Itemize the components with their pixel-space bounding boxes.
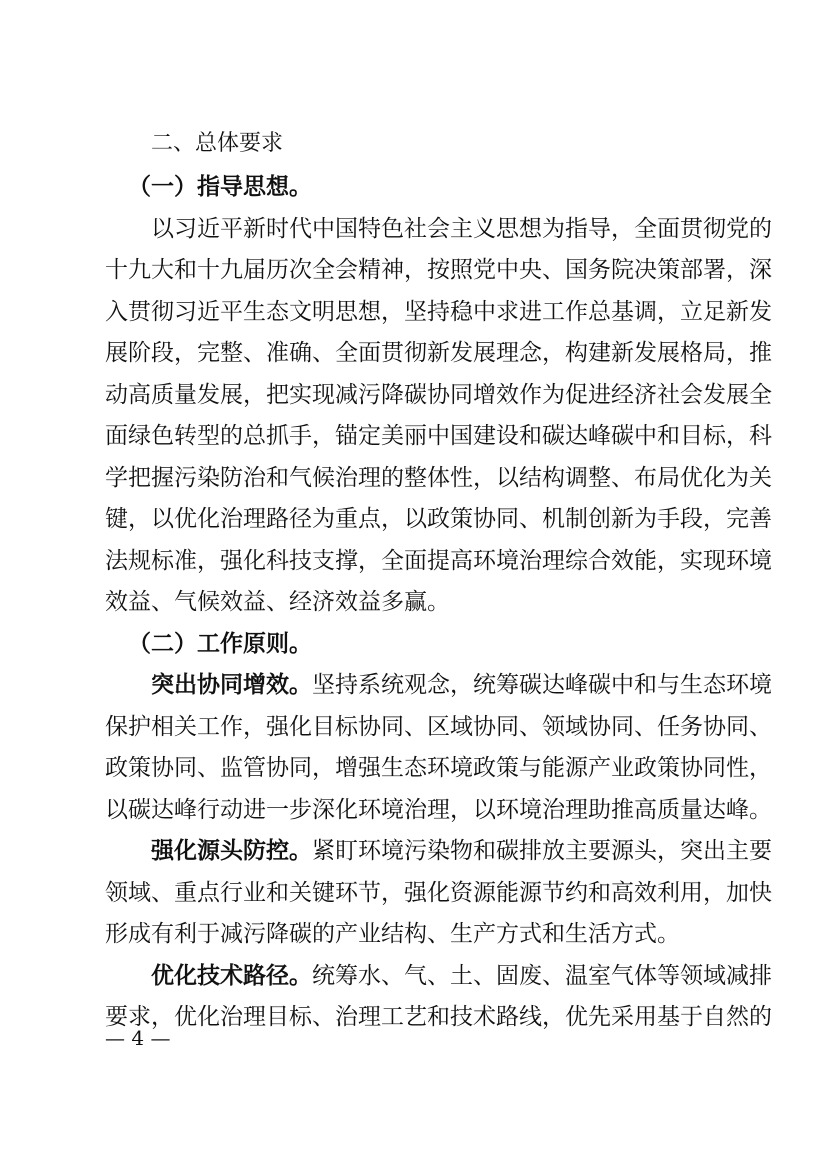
principle-1-line-2: 保护相关工作，强化目标协同、区域协同、领域协同、任务协同、 — [105, 714, 772, 740]
principle-2-first-text: 紧盯环境污染物和碳排放主要源头，突出主要 — [312, 838, 772, 864]
guiding-line-4: 展阶段，完整、准确、全面贯彻新发展理念，构建新发展格局，推 — [105, 340, 772, 366]
guiding-line-8: 键，以优化治理路径为重点，以政策协同、机制创新为手段，完善 — [105, 506, 772, 532]
guiding-line-7: 学把握污染防治和气候治理的整体性，以结构调整、布局优化为关 — [105, 465, 772, 491]
page-number: — 4 — — [105, 1026, 171, 1050]
principle-1-title: 突出协同增效。 — [151, 671, 312, 698]
guiding-line-2: 十九大和十九届历次全会精神，按照党中央、国务院决策部署，深 — [105, 257, 772, 283]
guiding-line-9: 法规标准，强化科技支撑，全面提高环境治理综合效能，实现环境 — [105, 548, 772, 574]
principle-1-line-4: 以碳达峰行动进一步深化环境治理，以环境治理助推高质量达峰。 — [105, 797, 772, 823]
principle-1-first-text: 坚持系统观念，统筹碳达峰碳中和与生态环境 — [312, 672, 772, 698]
guiding-line-5: 动高质量发展，把实现减污降碳协同增效作为促进经济社会发展全 — [105, 382, 772, 408]
guiding-line-1: 以习近平新时代中国特色社会主义思想为指导，全面贯彻党的 — [151, 216, 772, 242]
guiding-line-3: 入贯彻习近平生态文明思想，坚持稳中求进工作总基调，立足新发 — [105, 299, 772, 325]
principle-1-first-line — [151, 670, 772, 700]
guiding-line-6: 面绿色转型的总抓手，锚定美丽中国建设和碳达峰碳中和目标，科 — [105, 423, 772, 449]
principle-3-title: 优化技术路径。 — [151, 962, 312, 989]
principle-2-line-3: 形成有利于减污降碳的产业结构、生产方式和生活方式。 — [105, 921, 680, 947]
principle-3-line-2: 要求，优化治理目标、治理工艺和技术路线，优先采用基于自然的 — [105, 1004, 772, 1030]
guiding-line-10: 效益、气候效益、经济效益多赢。 — [105, 589, 450, 615]
principle-3-first-line — [151, 961, 772, 991]
principle-3-first-text: 统筹水、气、土、固废、温室气体等领域减排 — [312, 963, 772, 989]
principle-1-line-3: 政策协同、监管协同，增强生态环境政策与能源产业政策协同性， — [105, 755, 772, 781]
guiding-thought-heading: （一）指导思想。 — [128, 173, 312, 200]
principle-2-line-2: 领域、重点行业和关键环节，强化资源能源节约和高效利用，加快 — [105, 880, 772, 906]
work-principles-heading: （二）工作原则。 — [128, 630, 312, 657]
principle-2-first-line — [151, 836, 772, 866]
principle-2-title: 强化源头防控。 — [151, 837, 312, 864]
section-heading: 二、总体要求 — [151, 131, 284, 156]
